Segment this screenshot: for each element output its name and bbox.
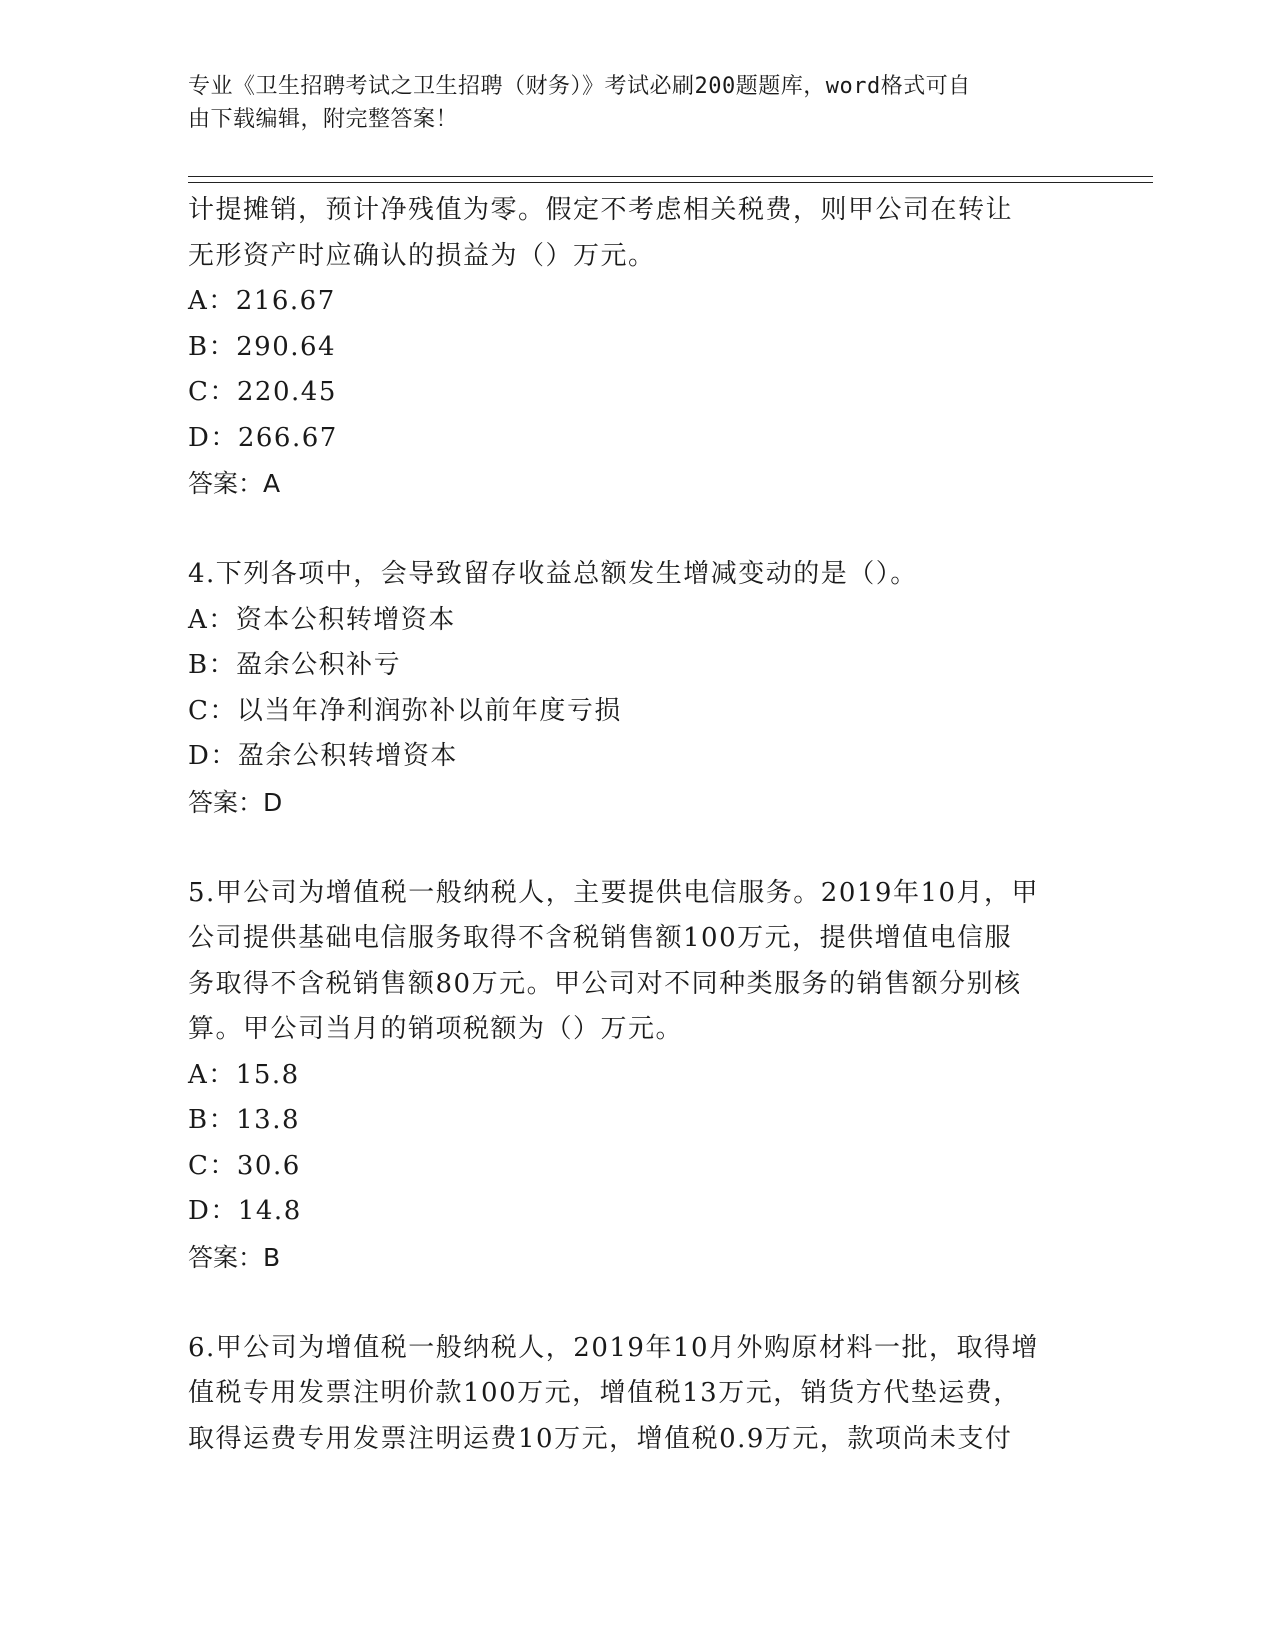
question-5-answer: 答案：B bbox=[188, 1242, 281, 1272]
question-3-text-line: 无形资产时应确认的损益为（）万元。 bbox=[188, 240, 656, 271]
question-5-option-b: B：13.8 bbox=[188, 1105, 300, 1135]
question-4-text-line: 4.下列各项中，会导致留存收益总额发生增减变动的是（）。 bbox=[188, 559, 918, 589]
question-4-option-c: C：以当年净利润弥补以前年度亏损 bbox=[188, 695, 622, 726]
question-5-option-d: D：14.8 bbox=[188, 1196, 302, 1226]
header-title-line-2: 由下载编辑，附完整答案！ bbox=[188, 107, 459, 132]
question-3-option-d: D：266.67 bbox=[188, 422, 338, 453]
question-list bbox=[188, 188, 1088, 1462]
question-6-text-line: 值税专用发票注明价款100万元，增值税13万元，销货方代垫运费， bbox=[188, 1378, 1021, 1408]
header-rule-top bbox=[188, 176, 1153, 177]
question-6-text-line: 取得运费专用发票注明运费10万元，增值税0.9万元，款项尚未支付 bbox=[188, 1423, 1013, 1454]
question-3-answer: 答案：A bbox=[188, 469, 281, 498]
question-5-text-line: 5.甲公司为增值税一般纳税人，主要提供电信服务。2019年10月，甲 bbox=[188, 877, 1040, 908]
document-header bbox=[188, 70, 1068, 136]
question-3-option-b: B：290.64 bbox=[188, 331, 337, 362]
question-4-option-b: B：盈余公积补亏 bbox=[188, 650, 402, 680]
header-title-line-1: 专业《卫生招聘考试之卫生招聘（财务）》考试必刷200题题库，word格式可自 bbox=[188, 74, 971, 99]
question-5-text-line: 算。甲公司当月的销项税额为（）万元。 bbox=[188, 1014, 684, 1044]
question-4-answer: 答案：D bbox=[188, 787, 283, 817]
question-4-option-a: A：资本公积转增资本 bbox=[188, 604, 456, 635]
question-6 bbox=[188, 1326, 1088, 1463]
question-5-text-line: 公司提供基础电信服务取得不含税销售额100万元，提供增值电信服 bbox=[188, 923, 1013, 953]
question-3-option-a: A：216.67 bbox=[188, 286, 336, 316]
question-3 bbox=[188, 188, 1088, 507]
question-5-option-a: A：15.8 bbox=[188, 1059, 300, 1090]
question-5-option-c: C：30.6 bbox=[188, 1150, 301, 1181]
question-6-text-line: 6.甲公司为增值税一般纳税人，2019年10月外购原材料一批，取得增 bbox=[188, 1332, 1040, 1363]
question-4-option-d: D：盈余公积转增资本 bbox=[188, 741, 458, 771]
header-rule-bottom bbox=[188, 182, 1153, 183]
question-5-text-line: 务取得不含税销售额80万元。甲公司对不同种类服务的销售额分别核 bbox=[188, 968, 1022, 999]
question-3-option-c: C：220.45 bbox=[188, 377, 337, 407]
question-5 bbox=[188, 871, 1088, 1281]
question-4 bbox=[188, 552, 1088, 825]
question-3-text-line: 计提摊销，预计净残值为零。假定不考虑相关税费，则甲公司在转让 bbox=[188, 195, 1014, 225]
